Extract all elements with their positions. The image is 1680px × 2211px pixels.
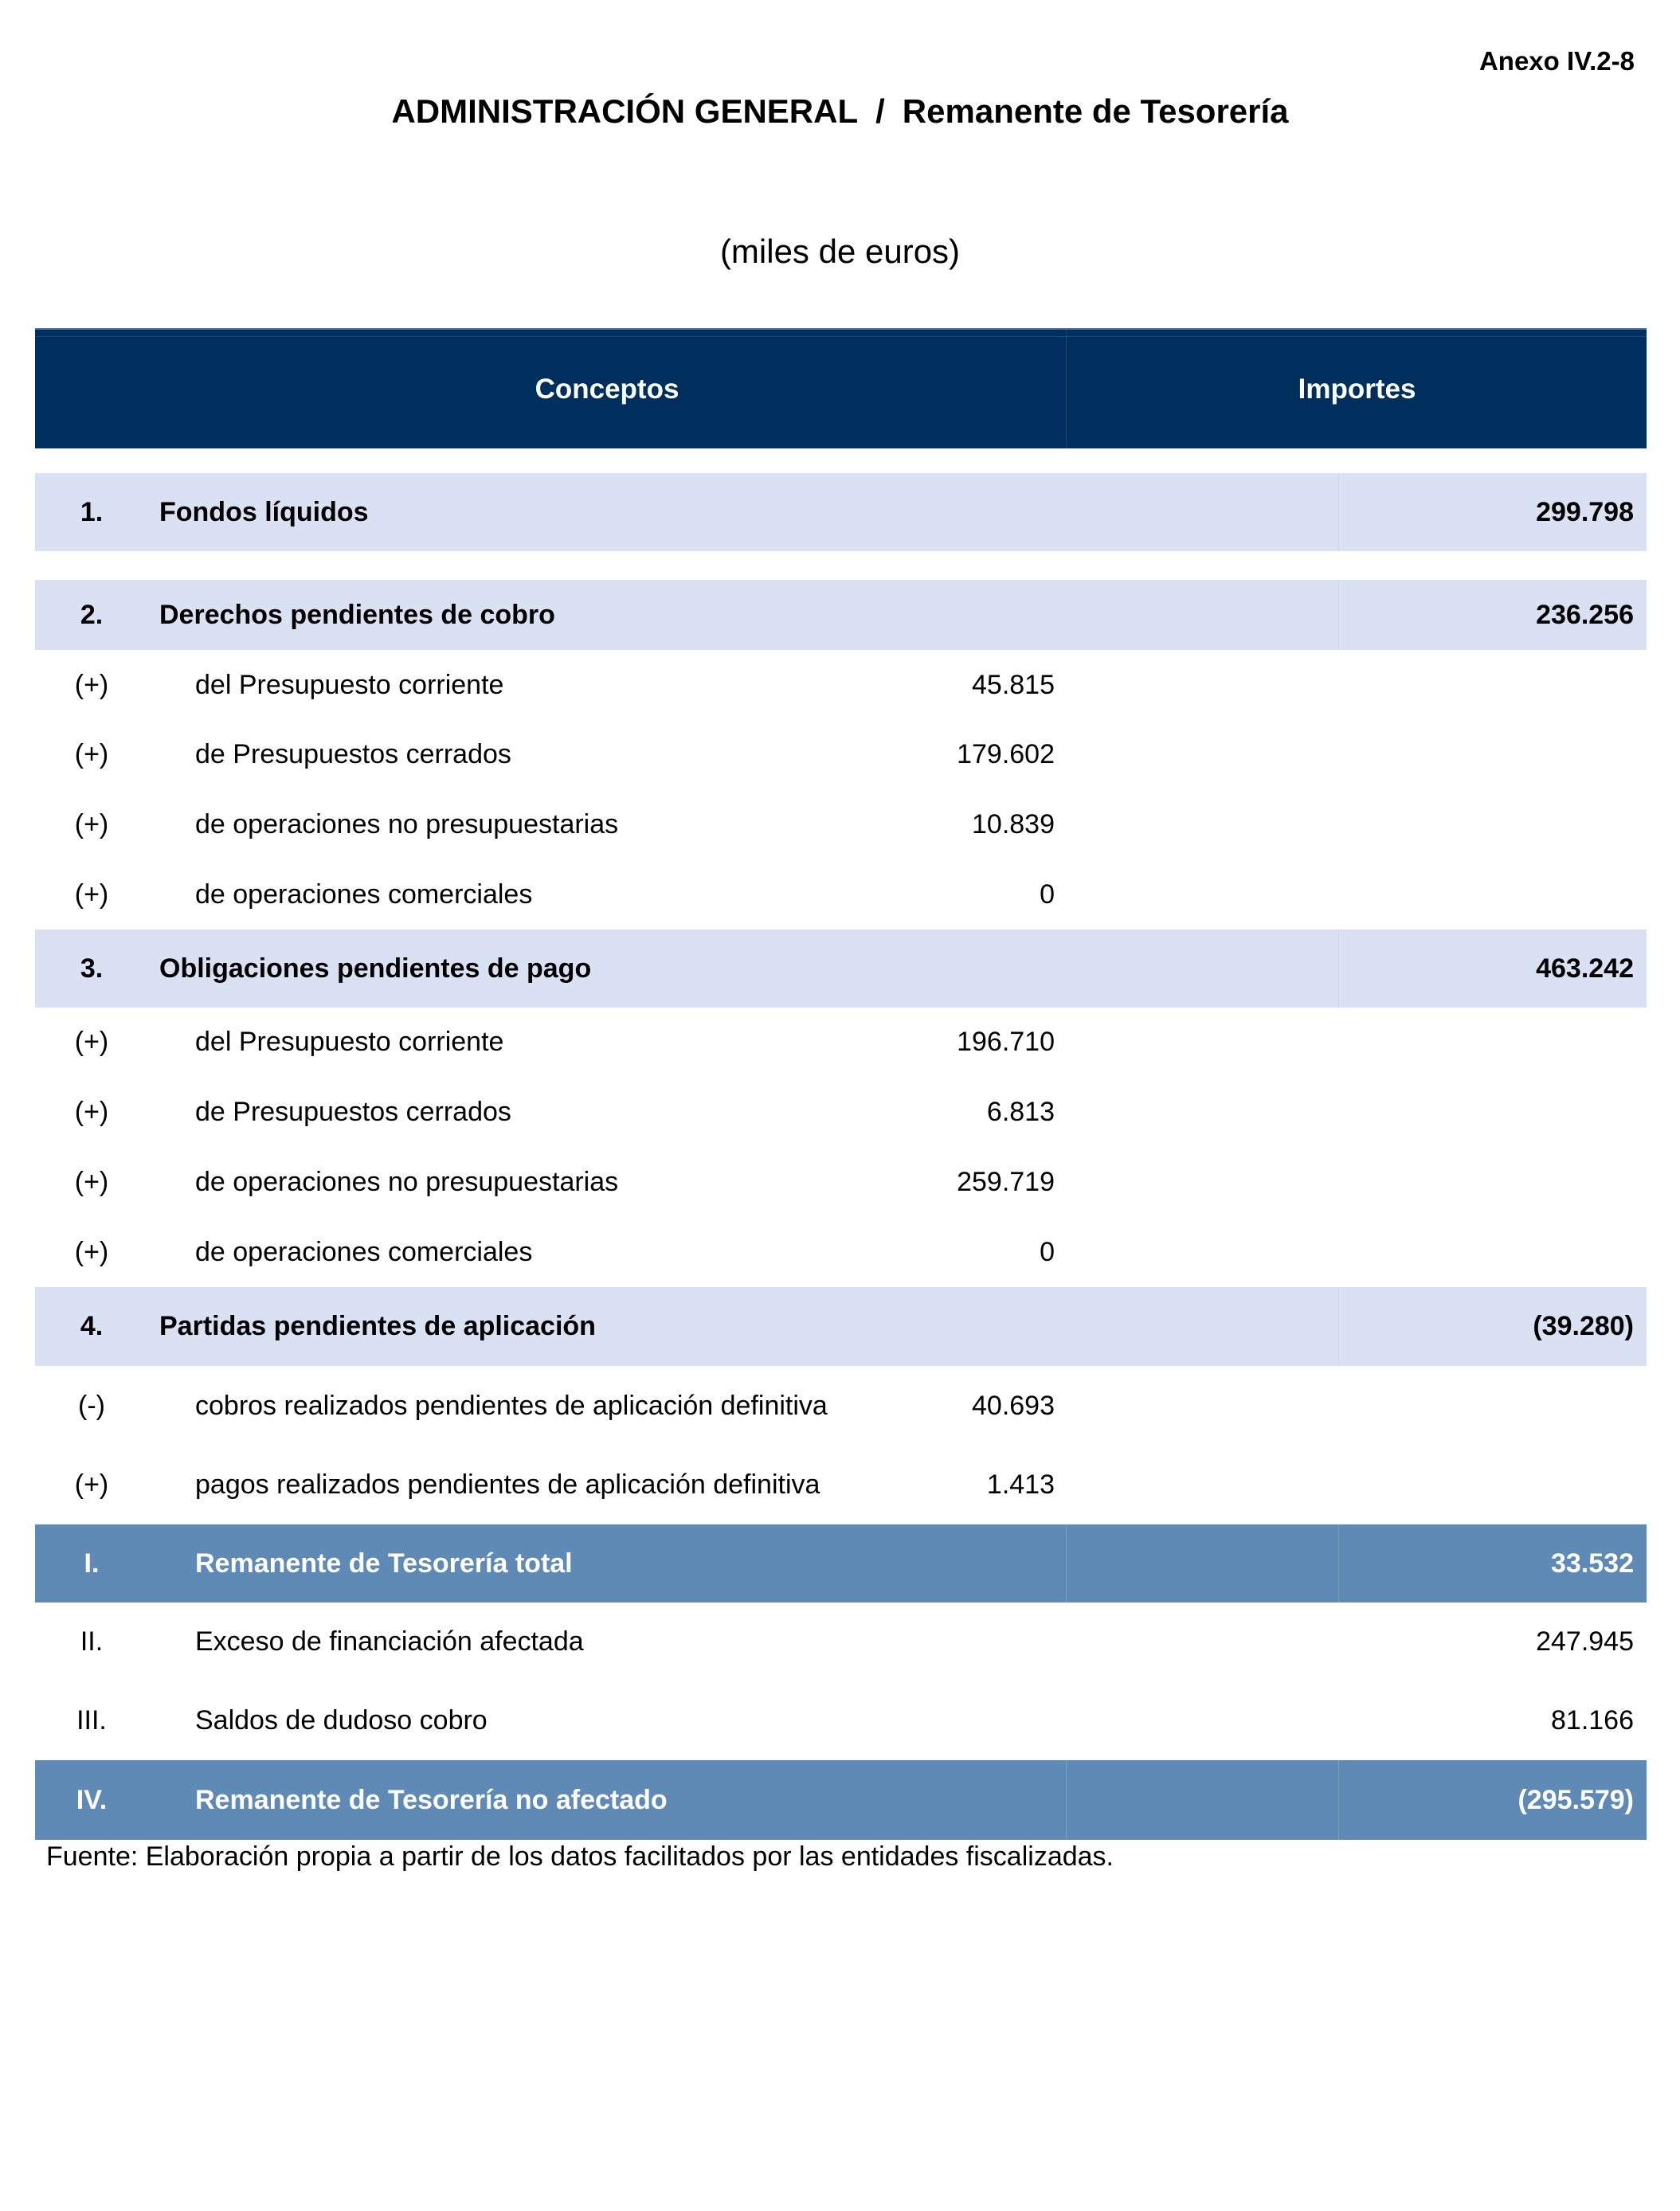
row-concept: Fondos líquidos [159,496,369,527]
row-detail-amount: 196.710 [957,1027,1055,1057]
column-divider [1338,1760,1339,1840]
table-row-section [35,473,1647,551]
row-number: 3. [80,953,104,984]
table-row-detail [35,1008,1647,1077]
row-number: 2. [80,599,104,630]
row-total-amount [1634,1446,1647,1524]
row-concept: de Presupuestos cerrados [195,739,511,769]
table-row-detail [35,1077,1647,1147]
row-concept: Obligaciones pendientes de pago [159,953,592,984]
row-concept: Exceso de financiación afectada [195,1626,584,1657]
row-detail-amount [1055,1524,1066,1602]
row-detail-amount [1055,580,1066,650]
row-number: (+) [74,1027,109,1057]
row-number: (+) [74,669,109,700]
table-row-detail [35,859,1647,929]
row-number: III. [76,1705,107,1736]
row-number: (+) [74,739,109,769]
row-number: 1. [80,496,104,527]
row-detail-amount [1055,929,1066,1008]
row-concept: de operaciones comerciales [195,879,533,910]
row-concept: del Presupuesto corriente [195,669,504,700]
table-row-detail [35,1446,1647,1524]
table-row-section [35,580,1647,650]
row-concept: de operaciones comerciales [195,1236,533,1267]
column-divider [1066,1760,1067,1840]
table-row-section [35,1287,1647,1366]
row-number: (+) [74,808,109,839]
row-total-amount: 236.256 [1536,599,1634,630]
row-detail-amount: 0 [1040,1236,1055,1267]
column-divider [1338,1287,1339,1366]
row-concept: Derechos pendientes de cobro [159,599,555,630]
row-detail-amount: 45.815 [972,669,1055,700]
row-detail-amount: 40.693 [972,1390,1055,1421]
row-concept: de operaciones no presupuestarias [195,808,619,839]
row-detail-amount [1055,1602,1066,1681]
row-detail-amount [1055,473,1066,551]
row-total-amount: 463.242 [1536,953,1634,984]
row-concept: pagos realizados pendientes de aplicación definitiva [195,1469,820,1500]
table-row-detail [35,1147,1647,1217]
row-total-amount [1634,1008,1647,1077]
title-separator: / [875,92,885,130]
row-total-amount: 299.798 [1536,496,1634,527]
row-total-amount [1634,1077,1647,1147]
row-detail-amount [1055,1681,1066,1760]
column-divider [1338,929,1339,1008]
row-concept: Remanente de Tesorería no afectado [195,1784,668,1815]
table-row-detail [35,1217,1647,1287]
row-detail-amount: 6.813 [986,1096,1055,1127]
column-divider [1338,1524,1339,1602]
row-number: (-) [78,1390,105,1421]
title-report: Remanente de Tesorería [902,92,1289,130]
table-row [35,1602,1647,1681]
table-row [35,1681,1647,1760]
row-concept: Partidas pendientes de aplicación [159,1311,596,1341]
row-number: 4. [80,1311,104,1341]
row-detail-amount: 259.719 [957,1166,1055,1197]
row-total-amount [1634,859,1647,929]
table-row-detail [35,1366,1647,1446]
row-number: (+) [74,879,109,910]
column-divider [1066,1524,1067,1602]
annex-label: Anexo IV.2-8 [1478,46,1635,76]
header-amounts: Importes [1066,330,1647,448]
units-subtitle: (miles de euros) [719,233,961,270]
row-total-amount [1634,1366,1647,1446]
row-detail-amount: 10.839 [972,808,1055,839]
row-detail-amount: 179.602 [957,739,1055,769]
header-concepts: Conceptos [535,373,679,405]
title-entity: ADMINISTRACIÓN GENERAL [391,92,859,130]
source-footnote: Fuente: Elaboración propia a partir de los datos facilitados por las entidades fiscalizadas. [46,1841,1114,1872]
row-total-amount: (295.579) [1517,1784,1634,1815]
row-total-amount [1634,1147,1647,1217]
row-concept: Saldos de dudoso cobro [195,1705,488,1736]
table-row-detail [35,789,1647,859]
row-total-amount [1634,1217,1647,1287]
column-divider [1338,580,1339,650]
row-concept: de Presupuestos cerrados [195,1096,511,1127]
row-total-amount [1634,650,1647,720]
row-total-amount [1634,789,1647,859]
row-detail-amount [1055,1760,1066,1840]
row-concept: cobros realizados pendientes de aplicación definitiva [195,1390,828,1421]
row-total-amount: (39.280) [1533,1311,1634,1341]
table-row-detail [35,720,1647,789]
row-concept: Remanente de Tesorería total [195,1548,573,1579]
table-row-detail [35,650,1647,720]
row-total-amount [1634,720,1647,789]
table-row-total [35,1760,1647,1840]
row-concept: del Presupuesto corriente [195,1027,504,1057]
page-title [0,92,1680,131]
table-row-total [35,1524,1647,1602]
row-total-amount: 247.945 [1536,1626,1634,1657]
row-number: (+) [74,1469,109,1500]
row-detail-amount: 0 [1040,879,1055,910]
row-number: (+) [74,1096,109,1127]
row-detail-amount: 1.413 [986,1469,1055,1500]
table-row-section [35,929,1647,1008]
row-total-amount: 33.532 [1551,1548,1634,1579]
row-total-amount: 81.166 [1551,1705,1634,1736]
row-number: II. [80,1626,104,1657]
row-number: (+) [74,1236,109,1267]
row-detail-amount [1055,1287,1066,1366]
row-number: (+) [74,1166,109,1197]
column-divider [1338,473,1339,551]
row-concept: de operaciones no presupuestarias [195,1166,619,1197]
row-number: IV. [76,1784,108,1815]
table-header [35,328,1647,448]
row-number: I. [84,1548,100,1579]
